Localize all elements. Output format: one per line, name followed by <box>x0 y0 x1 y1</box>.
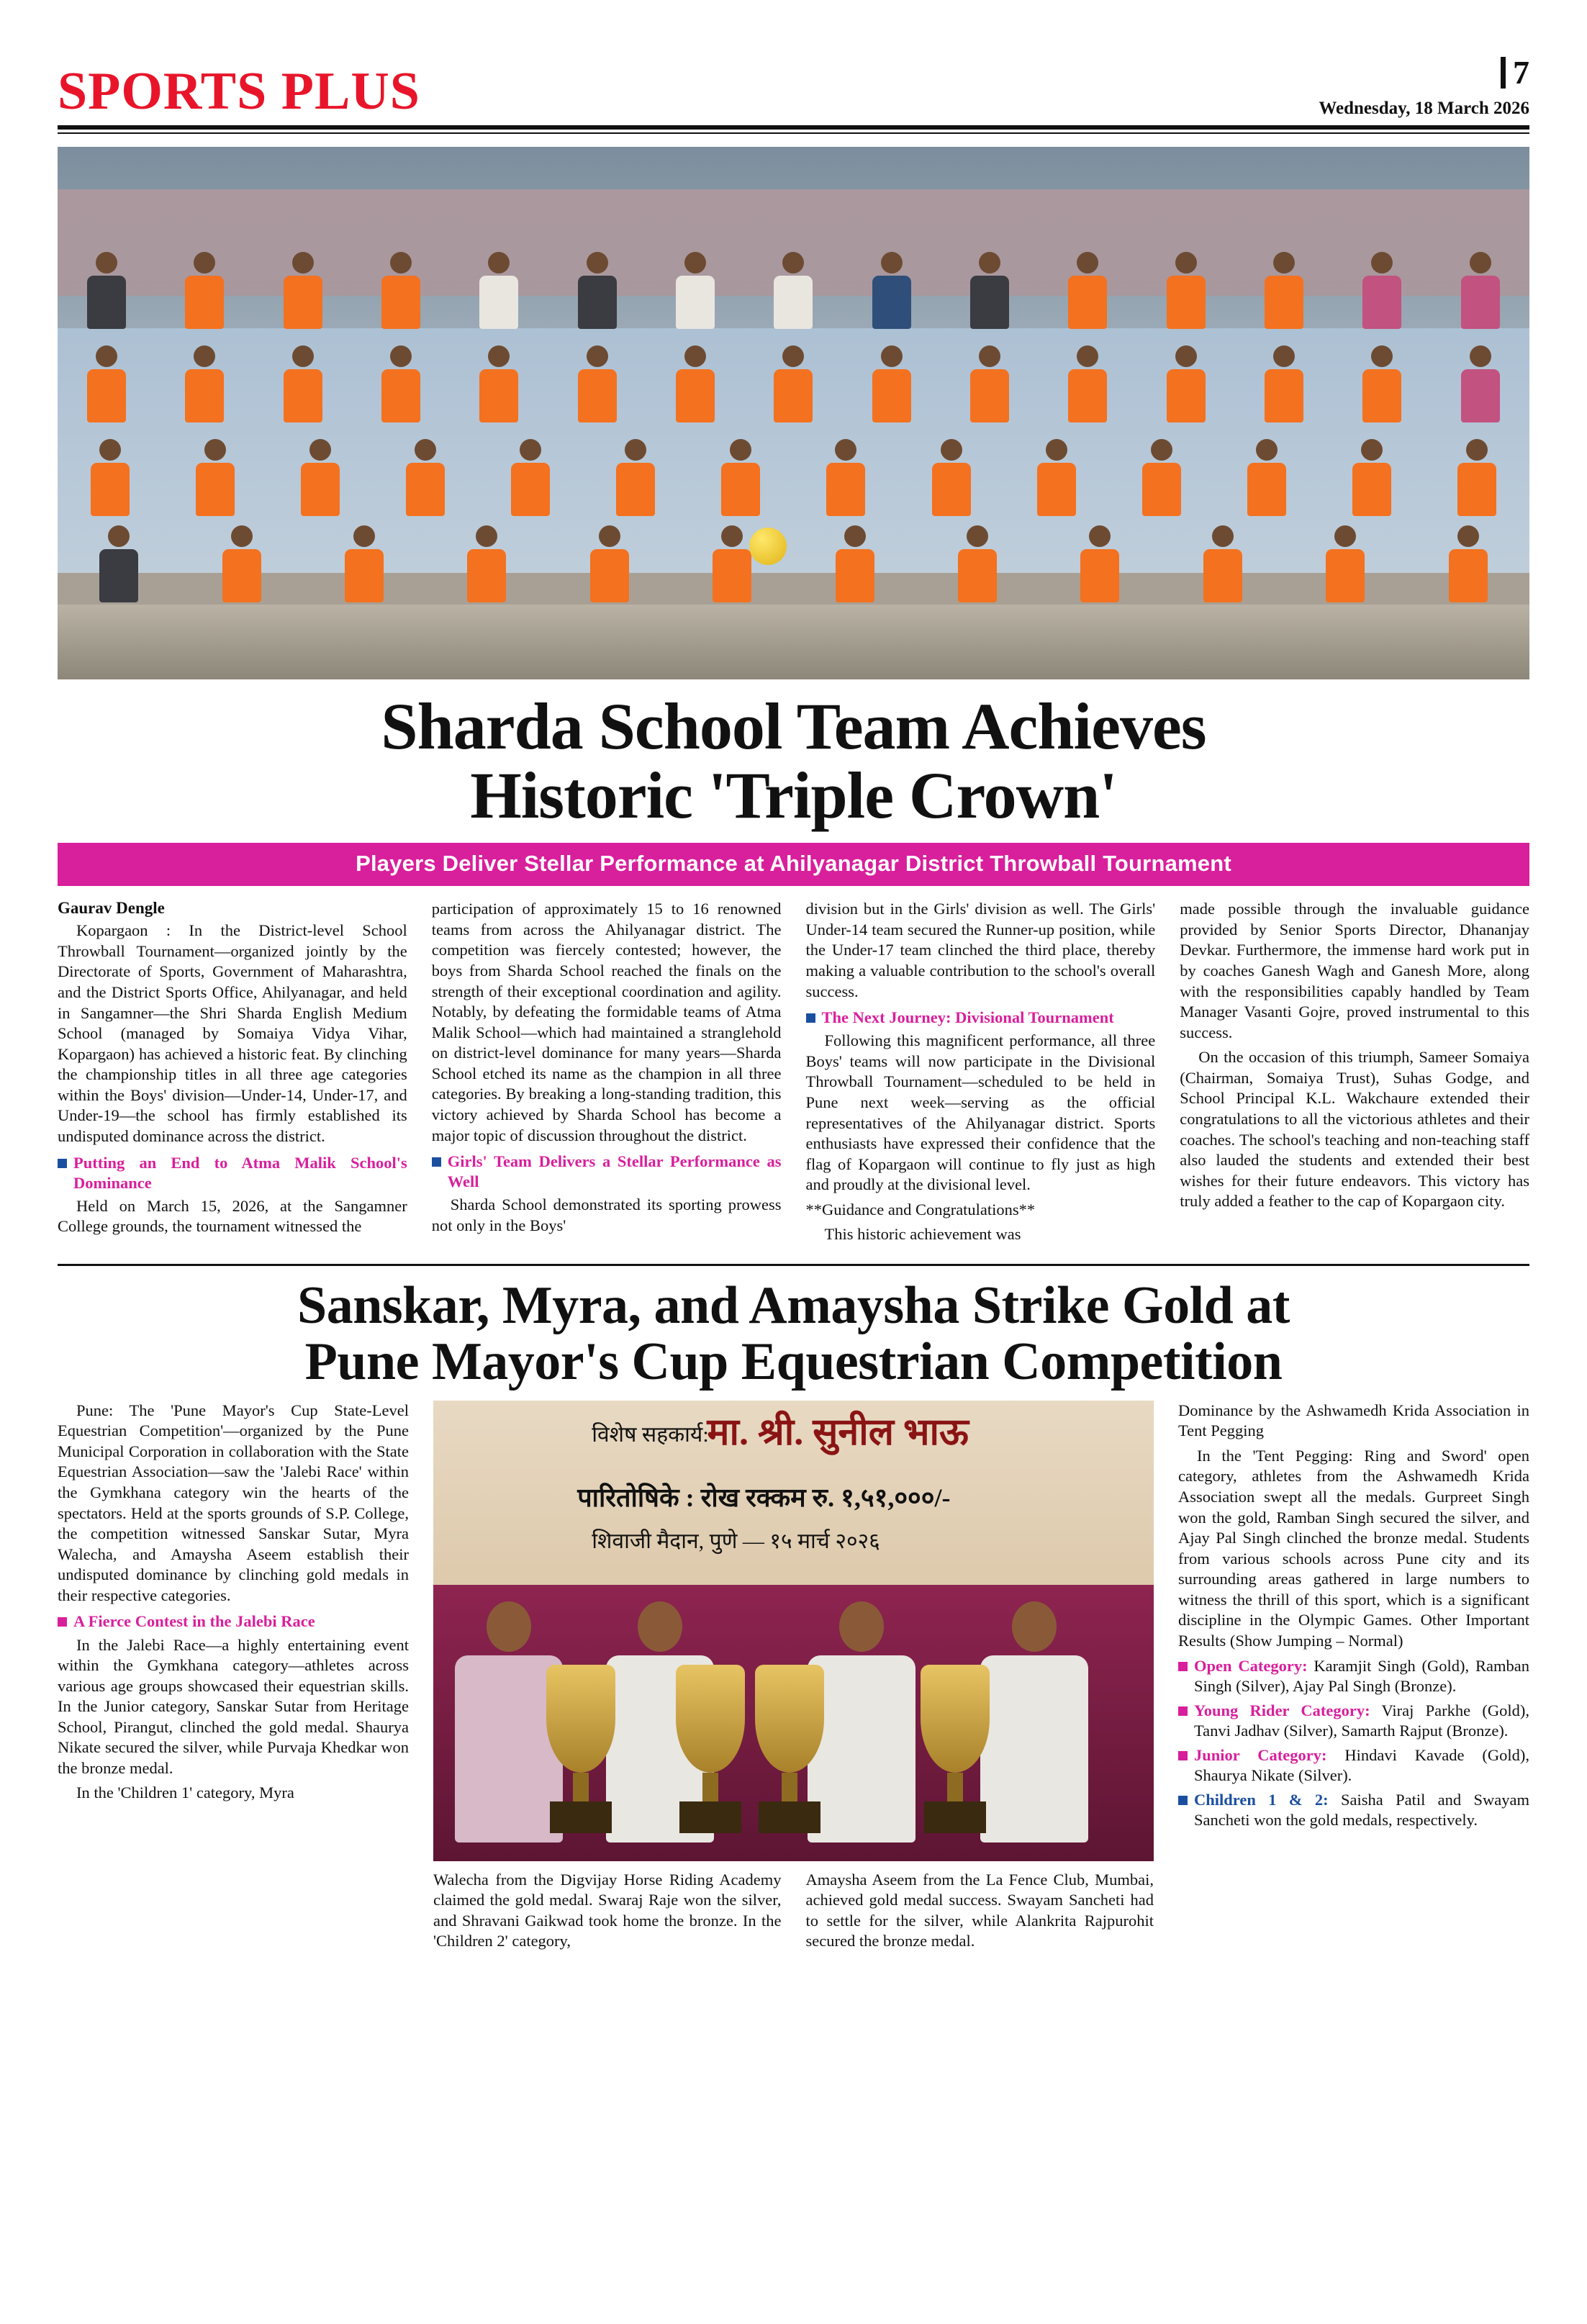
second-caption-left: Walecha from the Digvijay Horse Riding Academy claimed the gold medal. Swaraj Raje won the silver, and Shravani Gaikwad took home the bronze. In the 'Children 2' category, <box>433 1870 782 1950</box>
second-right-p2: In the 'Tent Pegging: Ring and Sword' open category, athletes from the Ashwamedh Krida Association swept all the medals. Gurpreet Singh won the gold, Ramban Singh secured the silver, and Ajay Pal Singh clinched the bronze medal. Students from various schools across Pune city and its surrounding areas gathered in large numbers to witness the thrill of this sport, which is a significant discipline in the Olympic Games. Other Important Results (Show Jumping – Normal) <box>1178 1446 1529 1650</box>
result-text <box>1194 1656 1529 1697</box>
trophy-icon <box>541 1665 620 1833</box>
banner-text-1: विशेष सहकार्य: <box>592 1423 709 1447</box>
lead-column-3 <box>806 899 1156 1249</box>
result-item <box>1178 1745 1529 1786</box>
story-divider <box>58 1264 1529 1266</box>
bullet-square-icon <box>1178 1751 1188 1760</box>
byline: Gaurav Dengle <box>58 899 165 918</box>
second-c1-subhead-text: A Fierce Contest in the Jalebi Race <box>73 1612 315 1631</box>
lead-c3-subhead-text: The Next Journey: Divisional Tournament <box>821 1008 1114 1027</box>
banner-text-2: मा. श्री. सुनील भाऊ <box>707 1412 969 1454</box>
equestrian-prize-photo <box>433 1401 1154 1861</box>
second-headline <box>58 1275 1529 1392</box>
masthead-rule-thin <box>58 132 1529 134</box>
second-c1-p1: Pune: The 'Pune Mayor's Cup State-Level Equestrian Competition'—organized by the Pune Municipal Corporation in collaboration with the State Equestrian Association—saw the 'Jalebi Race' within the Gymkhana category win the hearts of the spectators. Held at the sports grounds of S.P. College, the competition witnessed Sanskar Sutar, Myra Walecha, and Amaysha Aseem establish their undisputed dominance by clinching gold medals in their respective categories. <box>58 1401 409 1604</box>
lead-c3-p4: This historic achievement was <box>824 1225 1021 1244</box>
result-item <box>1178 1656 1529 1697</box>
second-article-columns <box>58 1401 1529 1956</box>
second-right-p1: Dominance by the Ashwamedh Krida Association in Tent Pegging <box>1178 1401 1529 1440</box>
page-number-bar-icon <box>1501 57 1506 89</box>
result-text <box>1194 1790 1529 1831</box>
lead-c2-p1: participation of approximately 15 to 16 renowned teams from across the Ahilyanagar district. The competition was fiercely contested; however, the boys from Sharda School reached the finals on the strength of their exceptional coordination and agility. Notably, by defeating the formidable teams of Atma Malik School—which had maintained a stranglehold on district-level dominance for many years—Sharda School etched its name as the champion in all three categories. By breaking a long-standing tradition, this victory achieved by Sharda School has become a major topic of discussion throughout the district. <box>431 900 782 1144</box>
lead-c4-p2: On the occasion of this triumph, Sameer Somaiya (Chairman, Somaiya Trust), Suhas Godge, and School Principal K.L. Wakchaure extended their congratulations to all the victorious athletes and their coaches. The school's teaching and non-teaching staff also lauded the students and extended their best wishes for their future endeavors. This victory has truly added a feather to the cap of Kopargaon city. <box>1180 1048 1529 1211</box>
result-value: Hindavi Kavade (Gold), Shaurya Nikate (Silver). <box>1194 1745 1529 1785</box>
lead-c2-subhead-text: Girls' Team Delivers a Stellar Performance as Well <box>447 1152 782 1191</box>
second-caption-mid: Amaysha Aseem from the La Fence Club, Mumbai, achieved gold medal success. Swayam Sancheti had to settle for the silver, while Alankrita Rajpurohit secured the bronze medal. <box>805 1870 1154 1950</box>
lead-subheadline-strap: Players Deliver Stellar Performance at Ahilyanagar District Throwball Tournament <box>58 843 1529 886</box>
masthead <box>58 43 1529 121</box>
bullet-square-icon <box>1178 1796 1188 1805</box>
banner-text-3: पारितोषिके : रोख रक्कम रु. १,५१,०००/- <box>577 1483 951 1512</box>
result-label: Children 1 & 2: <box>1194 1790 1329 1809</box>
second-c1-p3: In the 'Children 1' category, Myra <box>76 1783 294 1802</box>
result-text <box>1194 1745 1529 1786</box>
lead-c4-p1: made possible through the invaluable guidance provided by Senior Sports Director, Dhananjay Devkar. Furthermore, the immense hard work put in by coaches Ganesh Wagh and Ganesh More, along with the responsibilities capably handled by Team Manager Vasanti Gojre, proved instrumental to this success. <box>1180 900 1529 1041</box>
lead-c2-subhead <box>432 1152 782 1192</box>
lead-column-2 <box>432 899 782 1249</box>
result-label: Open Category: <box>1194 1656 1308 1675</box>
lead-c2-p2: Sharda School demonstrated its sporting prowess not only in the Boys' <box>431 1195 782 1234</box>
second-c1-p2: In the Jalebi Race—a highly entertaining event within the Gymkhana category—athletes across various age groups showcased their equestrian skills. In the Junior category, Sanskar Sutar from Heritage School, Pirangut, clinched the gold medal. Shaurya Nikate secured the silver, while Purvaja Khedkar won the bronze medal. <box>58 1635 409 1777</box>
bullet-square-icon <box>1178 1706 1188 1716</box>
photo-caption-columns <box>433 1870 1154 1956</box>
lead-c3-subhead <box>806 1008 1156 1028</box>
lead-photo <box>58 147 1529 679</box>
result-item <box>1178 1790 1529 1831</box>
caption-column-right <box>806 1870 1154 1956</box>
trophy-icon <box>915 1665 995 1833</box>
second-c1-subhead <box>58 1611 409 1632</box>
lead-column-4 <box>1180 899 1529 1249</box>
lead-c3-p1: division but in the Girls' division as well. The Girls' Under-14 team secured the Runner-up position, while the Under-17 team clinched the third place, thereby making a valuable contribution to the school's overall success. <box>805 900 1156 1000</box>
result-value: Viraj Parkhe (Gold), Tanvi Jadhav (Silver), Samarth Rajput (Bronze). <box>1194 1701 1530 1740</box>
masthead-rule-thick <box>58 125 1529 130</box>
photo-person-4 <box>980 1601 1088 1843</box>
result-text <box>1194 1701 1529 1742</box>
banner-text-4: शिवाजी मैदान, पुणे — १५ मार्च २०२६ <box>592 1529 880 1553</box>
result-item <box>1178 1701 1529 1742</box>
second-story-photo-column <box>433 1401 1154 1956</box>
trophy-icon <box>750 1665 829 1833</box>
bullet-square-icon <box>1178 1662 1188 1671</box>
publication-date: Wednesday, 18 March 2026 <box>1319 98 1529 118</box>
result-label: Young Rider Category: <box>1194 1701 1370 1719</box>
page-number-group <box>1319 53 1529 91</box>
throwball-icon <box>749 528 787 565</box>
caption-column-left <box>433 1870 782 1956</box>
team-group-photo-people <box>58 243 1529 626</box>
page-number: 7 <box>1513 53 1529 91</box>
lead-c3-p2: Following this magnificent performance, all three Boys' teams will now participate in the Divisional Throwball Tournament—scheduled to be held in Pune next week—serving as the official representatives of the Ahilyanagar district. Sports enthusiasts have expressed their confidence that the flag of Kopargaon will continue to fly just as high and proudly at the divisional level. <box>805 1031 1156 1194</box>
lead-c1-subhead-text: Putting an End to Atma Malik School's Dominance <box>73 1153 407 1192</box>
second-column-right <box>1178 1401 1529 1956</box>
lead-c1-p1: Kopargaon : In the District-level School Throwball Tournament—organized jointly by the Directorate of Sports, Government of Maharashtra, and the District Sports Office, Ahilyanagar, and held in Sangamner—the Shri Sharda English Medium School (managed by Somaiya Vidya Vihar, Kopargaon) has achieved a historic feat. By clinching the championship titles in all three age categories within the Boys' division—Under-14, Under-17, and Under-19—the school has firmly established its undisputed dominance across the district. <box>58 921 407 1145</box>
trophy-icon <box>671 1665 750 1833</box>
second-headline-line2: Pune Mayor's Cup Equestrian Competition <box>304 1332 1283 1392</box>
lead-column-1 <box>58 899 407 1249</box>
lead-c3-p3: **Guidance and Congratulations** <box>805 1200 1036 1218</box>
result-value: Karamjit Singh (Gold), Ramban Singh (Silver), Ajay Pal Singh (Bronze). <box>1194 1656 1529 1696</box>
lead-headline <box>58 689 1529 832</box>
bullet-square-icon <box>58 1617 67 1627</box>
lead-headline-line2: Historic 'Triple Crown' <box>470 758 1117 832</box>
publication-title: SPORTS PLUS <box>58 62 420 121</box>
result-value: Saisha Patil and Swayam Sancheti won the gold medals, respectively. <box>1194 1790 1529 1830</box>
lead-headline-line1: Sharda School Team Achieves <box>381 689 1206 763</box>
second-headline-line1: Sanskar, Myra, and Amaysha Strike Gold at <box>297 1275 1290 1335</box>
bullet-square-icon <box>58 1159 67 1168</box>
lead-c1-p2: Held on March 15, 2026, at the Sangamner College grounds, the tournament witnessed the <box>58 1196 407 1236</box>
result-label: Junior Category: <box>1194 1745 1327 1764</box>
masthead-meta <box>1319 53 1529 118</box>
lead-c1-subhead <box>58 1153 407 1193</box>
bullet-square-icon <box>432 1157 441 1167</box>
second-column-1 <box>58 1401 409 1956</box>
bullet-square-icon <box>806 1013 815 1023</box>
lead-article-columns <box>58 899 1529 1249</box>
